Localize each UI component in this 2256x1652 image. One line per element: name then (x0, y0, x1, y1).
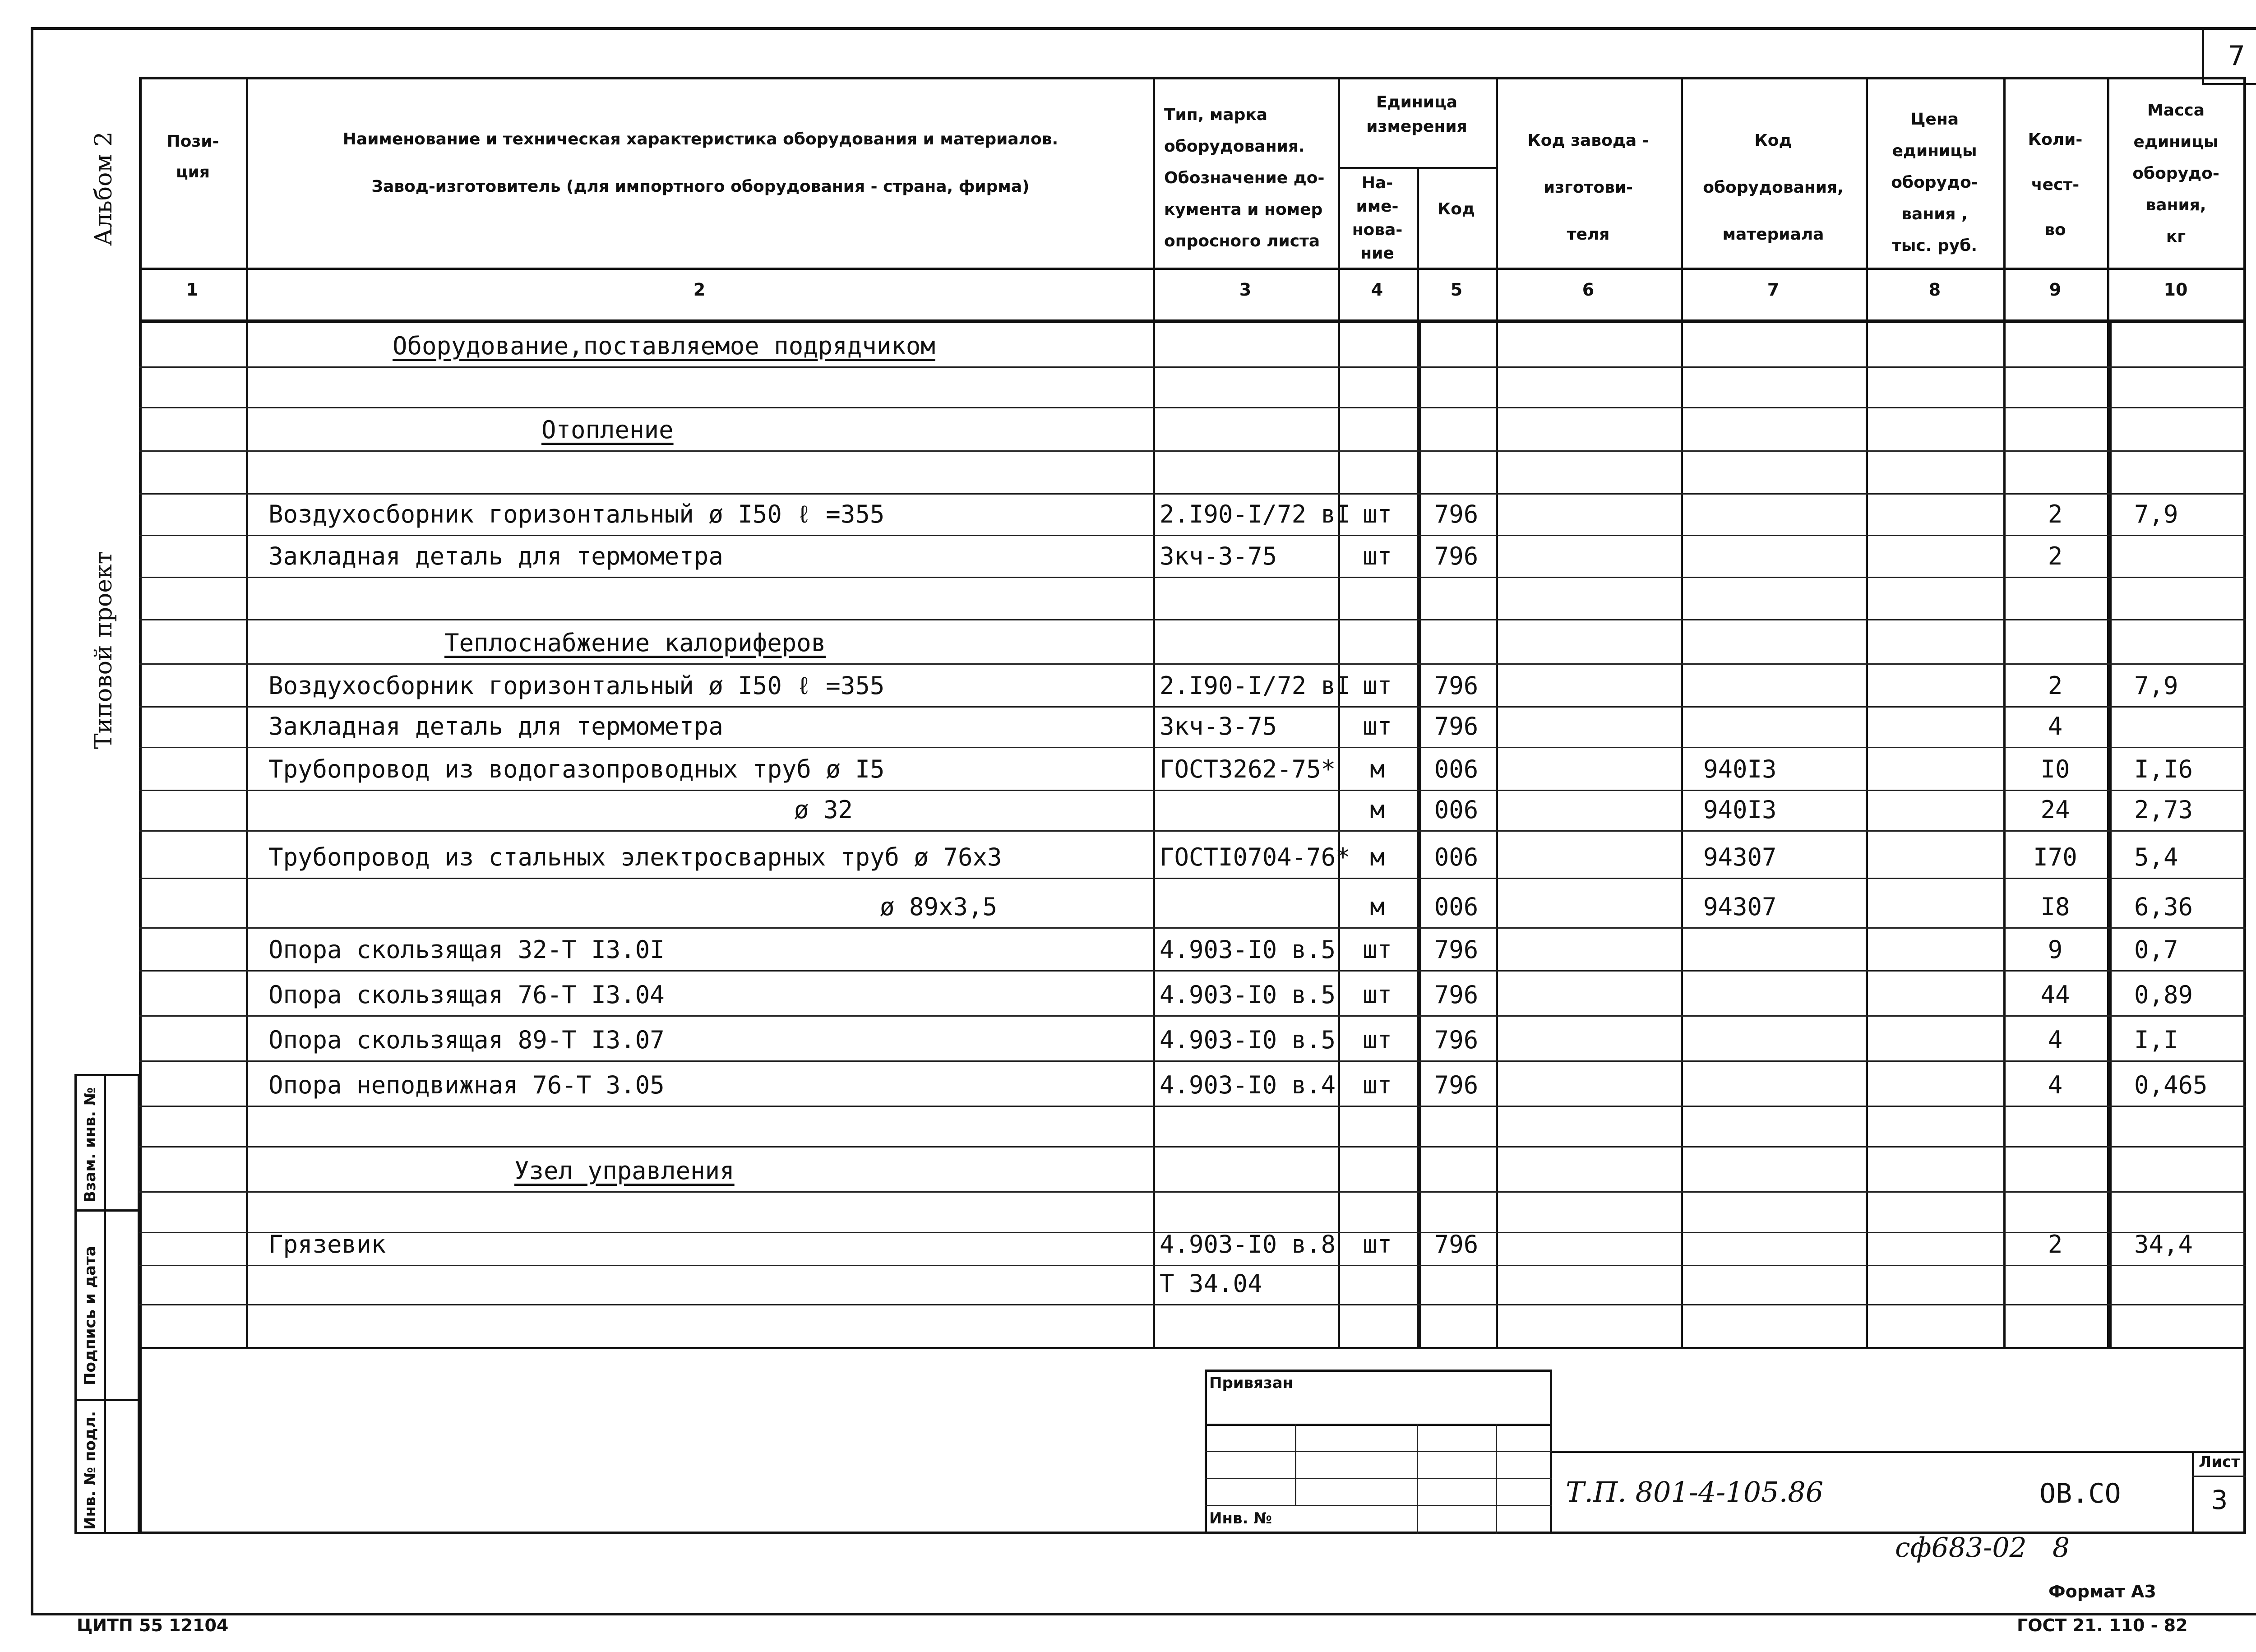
footer-left: ЦИТП 55 12104 (77, 1615, 229, 1635)
footer-right: ГОСТ 21. 110 - 82 (2017, 1615, 2188, 1635)
table-cell-type: 3кч-3-75 (1160, 542, 1277, 570)
column-number: 6 (1582, 280, 1595, 300)
table-cell-mass: 6,36 (2134, 893, 2193, 921)
row-line (139, 1265, 2246, 1266)
table-cell-name: Узел управления (514, 1157, 735, 1185)
table-cell-qty: 2 (2048, 671, 2063, 700)
table-cell-type: 4.903-I0 в.5 (1160, 981, 1336, 1009)
table-cell-type: ГОСТI0704-76* (1160, 843, 1350, 871)
column-number: 3 (1239, 280, 1252, 300)
stamp-project-code: Т.П. 801-4-105.86 (1566, 1476, 1824, 1509)
row-line (139, 878, 2246, 879)
hdr-c8: Цена единицы оборудо- вания , тыс. руб. (1891, 110, 1978, 255)
hdr-c7: Код оборудования, материала (1703, 131, 1844, 244)
table-cell-unit: шт (1362, 671, 1392, 700)
hdr-c9: Коли- чест- во (2028, 130, 2083, 239)
row-line (139, 747, 2246, 748)
side-stamp-line2 (74, 1399, 140, 1401)
table-cell-code: 796 (1434, 981, 1479, 1009)
table-cell-qty: I0 (2040, 755, 2070, 783)
table-cell-type: 4.903-I0 в.5 (1160, 1026, 1336, 1054)
table-cell-qty: 4 (2048, 1026, 2063, 1054)
table-cell-name: Теплоснабжение калориферов (444, 629, 826, 657)
row-line (139, 1191, 2246, 1193)
table-cell-unit: шт (1362, 1026, 1392, 1054)
table-cell-name: Опора скользящая 89-Т I3.07 (268, 1026, 665, 1054)
table-cell-type: ГОСТ3262-75* (1160, 755, 1336, 783)
table-cell-name: Опора неподвижная 76-Т 3.05 (268, 1071, 665, 1099)
stamp-vline-a (1295, 1424, 1296, 1505)
side-album: Альбом 2 (90, 131, 117, 246)
table-cell-mass: 0,89 (2134, 981, 2193, 1009)
table-cell-mass: 2,73 (2134, 796, 2193, 824)
table-cell-qty: 2 (2048, 500, 2063, 528)
table-cell-qty: 44 (2040, 981, 2070, 1009)
table-cell-name: Закладная деталь для термометра (268, 542, 723, 570)
column-number: 5 (1450, 280, 1463, 300)
table-cell-qty: 4 (2048, 712, 2063, 740)
table-cell-unit: шт (1362, 500, 1392, 528)
row-line (139, 1015, 2246, 1017)
stamp-list-number: 3 (2211, 1485, 2228, 1515)
table-cell-type: 2.I90-I/72 вI (1160, 500, 1350, 528)
hdr-c2b: Завод-изготовитель (для импортного оборудования - страна, фирма) (371, 177, 1030, 196)
stamp-inv: Инв. № (1209, 1509, 1272, 1527)
table-cell-mass: 0,7 (2134, 935, 2178, 964)
table-cell-name: Опора скользящая 76-Т I3.04 (268, 981, 665, 1009)
table-cell-mass: 7,9 (2134, 671, 2178, 700)
side-stamp-divider (104, 1074, 106, 1534)
stamp-list-label: Лист (2199, 1453, 2240, 1471)
handwritten-number: сф683-02 8 (1895, 1532, 2070, 1564)
row-line (139, 706, 2246, 708)
side-stamp-line1 (74, 1209, 140, 1212)
row-line (139, 450, 2246, 452)
table-cell-code: 796 (1434, 1071, 1479, 1099)
row-line (139, 830, 2246, 832)
table-cell-unit: шт (1362, 935, 1392, 964)
hdr-c5: Код (1437, 200, 1475, 218)
table-cell-qty: 2 (2048, 542, 2063, 570)
table-cell-mat: 940I3 (1703, 796, 1777, 824)
table-cell-unit: шт (1362, 712, 1392, 740)
table-cell-name: Грязевик (268, 1230, 386, 1259)
table-cell-code: 796 (1434, 500, 1479, 528)
table-cell-unit: шт (1362, 981, 1392, 1009)
column-number: 1 (186, 280, 199, 300)
stamp-line-c (1205, 1478, 1552, 1479)
table-cell-name: ø 32 (794, 796, 853, 824)
table-cell-name: Опора скользящая 32-Т I3.0I (268, 935, 665, 964)
table-cell-mat: 94307 (1703, 893, 1777, 921)
table-cell-name: Воздухосборник горизонтальный ø I50 ℓ =355 (268, 671, 885, 700)
table-cell-mass: 5,4 (2134, 843, 2178, 871)
table-cell-unit: м (1370, 843, 1385, 871)
table-cell-code: 796 (1434, 712, 1479, 740)
table-cell-name: Трубопровод из водогазопроводных труб ø I5 (268, 755, 885, 783)
row-line (139, 493, 2246, 495)
column-number: 9 (2049, 280, 2062, 300)
table-cell-qty: I8 (2040, 893, 2070, 921)
table-cell-code: 796 (1434, 1230, 1479, 1259)
row-line (139, 619, 2246, 620)
hdr-c6: Код завода - изготови- теля (1527, 131, 1649, 244)
table-body-bottom-line (139, 1347, 2246, 1349)
table-cell-type: Т 34.04 (1160, 1269, 1262, 1298)
column-number: 2 (693, 280, 706, 300)
column-number: 8 (1928, 280, 1941, 300)
table-cell-name: Закладная деталь для термометра (268, 712, 723, 740)
table-cell-type: 4.903-I0 в.4 (1160, 1071, 1336, 1099)
stamp-mark: ОВ.СО (2039, 1478, 2121, 1509)
table-cell-code: 006 (1434, 796, 1479, 824)
table-cell-name: Отопление (541, 416, 674, 444)
table-cell-unit: шт (1362, 1071, 1392, 1099)
row-line (139, 1106, 2246, 1107)
column-number: 10 (2164, 280, 2188, 300)
table-cell-code: 796 (1434, 1026, 1479, 1054)
table-cell-code: 006 (1434, 843, 1479, 871)
hdr-c4-5: Единица измерения (1366, 93, 1467, 136)
table-cell-qty: 2 (2048, 1230, 2063, 1259)
row-line (139, 970, 2246, 972)
table-cell-qty: 24 (2040, 796, 2070, 824)
hdr-c4: На- име- нова- ние (1352, 174, 1403, 263)
side-podpis: Подпись и дата (81, 1246, 99, 1385)
row-line (139, 1304, 2246, 1305)
stamp-line-b (1205, 1451, 1552, 1452)
table-cell-mass: 0,465 (2134, 1071, 2208, 1099)
hdr-c10: Масса единицы оборудо- вания, кг (2132, 101, 2219, 246)
table-cell-code: 796 (1434, 542, 1479, 570)
table-cell-qty: 9 (2048, 935, 2063, 964)
table-cell-unit: шт (1362, 542, 1392, 570)
format-label: Формат А3 (2048, 1582, 2156, 1601)
table-cell-qty: 4 (2048, 1071, 2063, 1099)
side-vzam: Взам. инв. № (81, 1087, 99, 1203)
stamp-privyazan: Привязан (1209, 1374, 1294, 1392)
table-cell-qty: I70 (2033, 843, 2077, 871)
table-cell-type: 4.903-I0 в.5 (1160, 935, 1336, 964)
table-cell-mat: 94307 (1703, 843, 1777, 871)
table-cell-type: 4.903-I0 в.8 (1160, 1230, 1336, 1259)
row-line (139, 407, 2246, 408)
side-project: Типовой проект (90, 551, 117, 749)
table-cell-name: Трубопровод из стальных электросварных труб ø 76х3 (268, 843, 1002, 871)
numbers-bottom-line (139, 319, 2246, 323)
row-line (139, 1146, 2246, 1148)
table-cell-type: 2.I90-I/72 вI (1160, 671, 1350, 700)
stamp-vline-c (1496, 1424, 1497, 1534)
column-number: 7 (1767, 280, 1780, 300)
table-cell-name: ø 89х3,5 (880, 893, 998, 921)
table-cell-code: 006 (1434, 755, 1479, 783)
list-box-divider (2192, 1476, 2246, 1477)
table-cell-code: 796 (1434, 671, 1479, 700)
table-cell-unit: м (1370, 893, 1385, 921)
row-line (139, 790, 2246, 791)
table-cell-mat: 940I3 (1703, 755, 1777, 783)
table-cell-mass: 34,4 (2134, 1230, 2193, 1259)
table-cell-mass: I,I (2134, 1026, 2178, 1054)
title-block-top-line (1552, 1451, 2246, 1453)
col-line-4-bold (1418, 320, 1421, 1349)
row-line (139, 577, 2246, 578)
table-cell-name: Оборудование,поставляемое подрядчиком (393, 332, 935, 360)
table-cell-code: 006 (1434, 893, 1479, 921)
row-line (139, 927, 2246, 929)
header-bottom-line (139, 268, 2246, 270)
stamp-vline-b (1417, 1424, 1418, 1534)
table-cell-unit: м (1370, 755, 1385, 783)
stamp-line-a (1205, 1424, 1552, 1426)
hdr-c2a: Наименование и техническая характеристика оборудования и материалов. (342, 130, 1059, 148)
row-line (139, 663, 2246, 665)
row-line (139, 1060, 2246, 1062)
hdr-c1: Пози- ция (166, 132, 219, 181)
hdr-c3: Тип, марка оборудования. Обозначение до- кумента и номер опросного листа (1164, 106, 1325, 250)
table-cell-type: 3кч-3-75 (1160, 712, 1277, 740)
table-cell-name: Воздухосборник горизонтальный ø I50 ℓ =355 (268, 500, 885, 528)
table-cell-mass: I,I6 (2134, 755, 2193, 783)
top-sheet-number: 7 (2228, 40, 2246, 72)
row-line (139, 366, 2246, 368)
row-line (139, 535, 2246, 536)
side-inv: Инв. № подл. (81, 1411, 99, 1530)
table-cell-unit: м (1370, 796, 1385, 824)
table-cell-code: 796 (1434, 935, 1479, 964)
column-number: 4 (1371, 280, 1383, 300)
unit-header-line (1338, 167, 1496, 169)
col-line-9-bold (2108, 320, 2112, 1349)
table-cell-unit: шт (1362, 1230, 1392, 1259)
table-cell-mass: 7,9 (2134, 500, 2178, 528)
